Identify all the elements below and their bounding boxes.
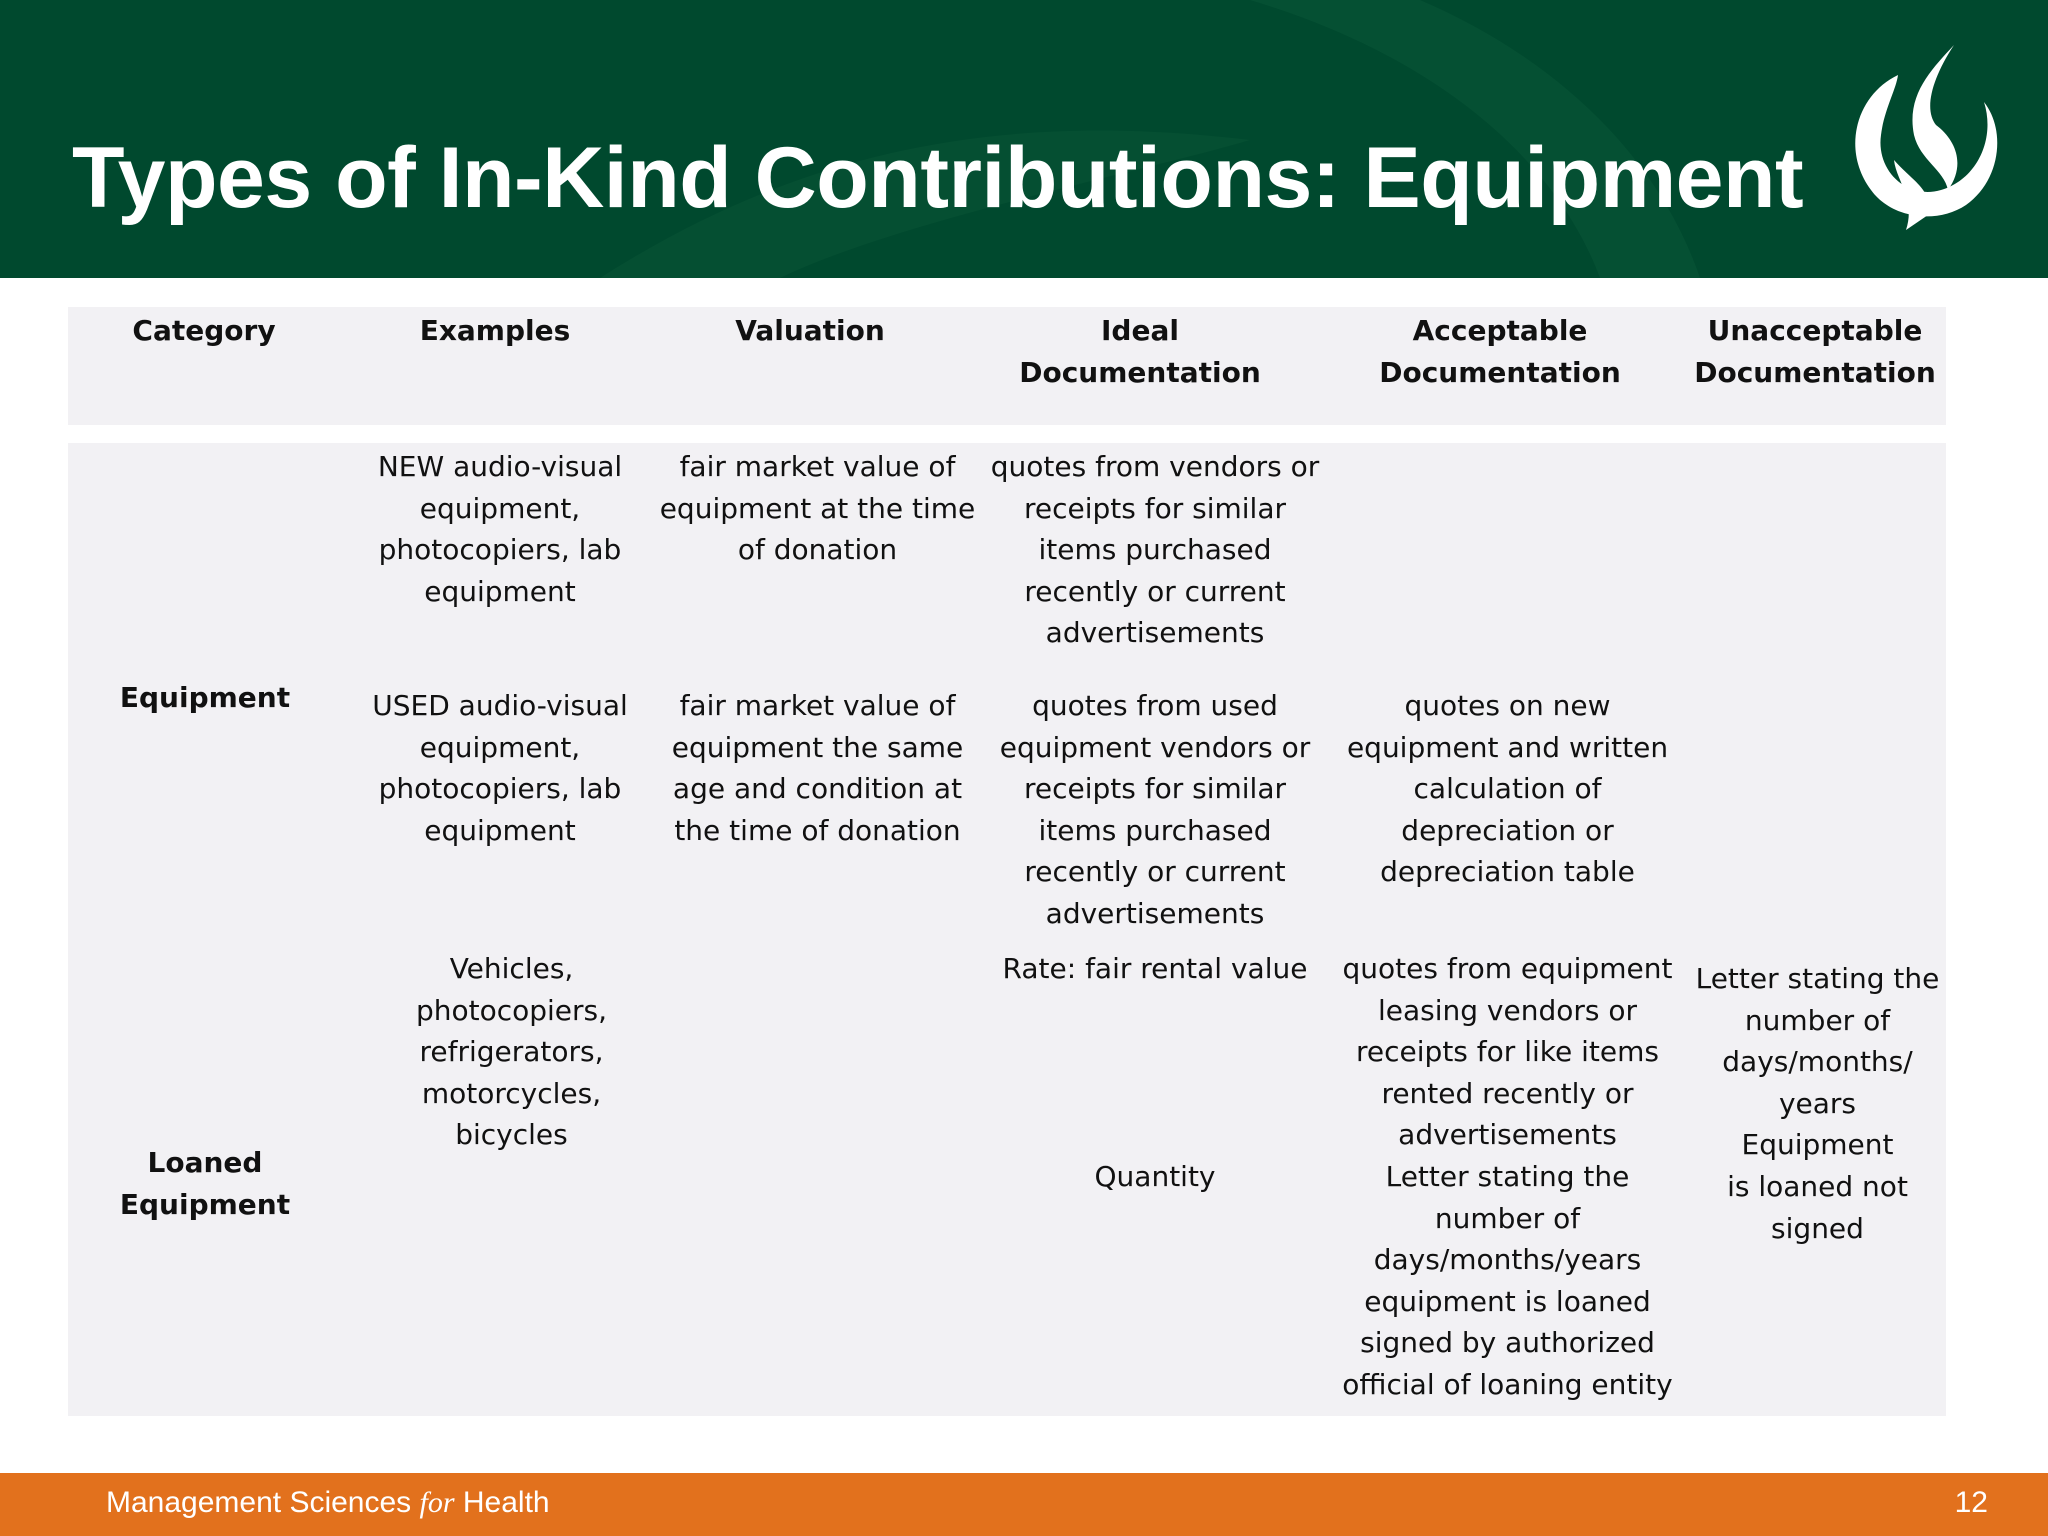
text-line: signed [1771,1211,1864,1245]
cell-loaned-ideal-rate: Rate: fair rental value [1002,952,1308,985]
slide-title: Types of In-Kind Contributions: Equipment [72,130,1804,226]
text-line: depreciation or [1401,813,1614,847]
header-examples: Examples [419,314,571,347]
text-line: fair market value of [679,450,956,483]
page-number: 12 [1954,1486,1988,1519]
text-line: recently or current [1024,855,1286,889]
text-line: days/months/years [1373,1243,1642,1277]
cell-used-ideal [985,685,1325,935]
text-line: calculation of [1413,772,1602,806]
text-line: quotes from equipment [1342,952,1673,985]
text-line: equipment at the time [659,491,976,525]
text-line: advertisements [1045,896,1265,930]
text-line: equipment the same [671,730,964,764]
header-unacceptable-line: Unacceptable [1707,314,1923,347]
text-line: rented recently or [1381,1076,1634,1110]
header-ideal-documentation [980,310,1300,393]
text-line: signed by authorized [1360,1326,1655,1360]
text-line: Equipment [119,1187,291,1221]
text-line: Loaned [147,1146,263,1179]
text-line: number of [1434,1201,1581,1235]
org-name-for: for [419,1486,455,1519]
text-line: USED audio-visual [372,689,628,722]
text-line: equipment, [419,730,581,764]
text-line: fair market value of [679,689,956,722]
slide-header [0,0,2048,278]
header-category: Category [132,314,276,347]
text-line: items purchased [1038,813,1272,847]
text-line: quotes from vendors or [990,450,1320,483]
text-line: quotes on new [1404,689,1611,722]
text-line: equipment [424,813,576,847]
text-line: bicycles [455,1118,568,1152]
cell-new-valuation [650,446,985,571]
text-line: is loaned not [1727,1169,1908,1203]
cell-loaned-unacceptable [1690,958,1945,1249]
text-line: quotes from used [1032,689,1278,722]
text-line: advertisements [1045,616,1265,650]
cell-used-examples [360,685,640,851]
text-line: NEW audio-visual [377,450,623,483]
text-line: items purchased [1038,533,1272,567]
text-line: receipts for similar [1023,491,1287,525]
text-line: Equipment [1741,1128,1894,1162]
text-line: receipts for like items [1356,1035,1659,1069]
text-line: refrigerators, [419,1035,604,1069]
cell-new-examples [360,446,640,612]
category-equipment: Equipment [119,681,291,714]
text-line: depreciation table [1380,855,1635,889]
text-line: equipment, [419,491,581,525]
header-valuation: Valuation [735,314,885,347]
text-line: equipment is loaned [1364,1284,1651,1318]
header-unacceptable-documentation [1680,310,1950,393]
text-line: equipment and written [1346,730,1669,764]
text-line: Vehicles, [449,952,574,985]
header-unacceptable-line: Documentation [1694,355,1936,389]
msh-flame-logo-icon [1836,40,2006,235]
text-line: of donation [737,533,898,567]
text-line: advertisements [1398,1118,1617,1152]
cell-loaned-ideal-quantity: Quantity [1094,1160,1216,1193]
cell-loaned-examples [370,948,653,1156]
text-line: photocopiers, [415,993,608,1027]
text-line: official of loaning entity [1342,1367,1673,1401]
text-line: age and condition at [672,772,963,806]
text-line: receipts for similar [1023,772,1287,806]
text-line: photocopiers, lab [378,533,622,567]
header-ideal-line: Documentation [1019,355,1261,389]
text-line: Letter stating the [1695,962,1940,995]
header-acceptable-line: Documentation [1379,355,1621,389]
org-name-prefix: Management Sciences [106,1486,412,1519]
text-line: Letter stating the [1385,1159,1630,1193]
organization-name [106,1483,550,1523]
cell-loaned-acceptable [1330,948,1685,1406]
cell-used-valuation [650,685,985,851]
text-line: number of [1744,1003,1891,1037]
text-line: photocopiers, lab [378,772,622,806]
cell-used-acceptable [1330,685,1685,893]
header-acceptable-line: Acceptable [1412,314,1588,347]
slide-footer [0,1473,2048,1536]
text-line: equipment [424,574,576,608]
header-ideal-line: Ideal [1101,314,1179,347]
text-line: recently or current [1024,574,1286,608]
text-line: years [1778,1086,1857,1120]
cell-new-ideal [985,446,1325,654]
text-line: leasing vendors or [1377,993,1638,1027]
text-line: days/months/ [1722,1045,1913,1079]
text-line: the time of donation [674,813,961,847]
org-name-suffix: Health [462,1486,550,1519]
text-line: equipment vendors or [999,730,1311,764]
text-line: motorcycles, [421,1076,602,1110]
header-acceptable-documentation [1340,310,1660,393]
category-loaned-equipment [68,1142,342,1225]
